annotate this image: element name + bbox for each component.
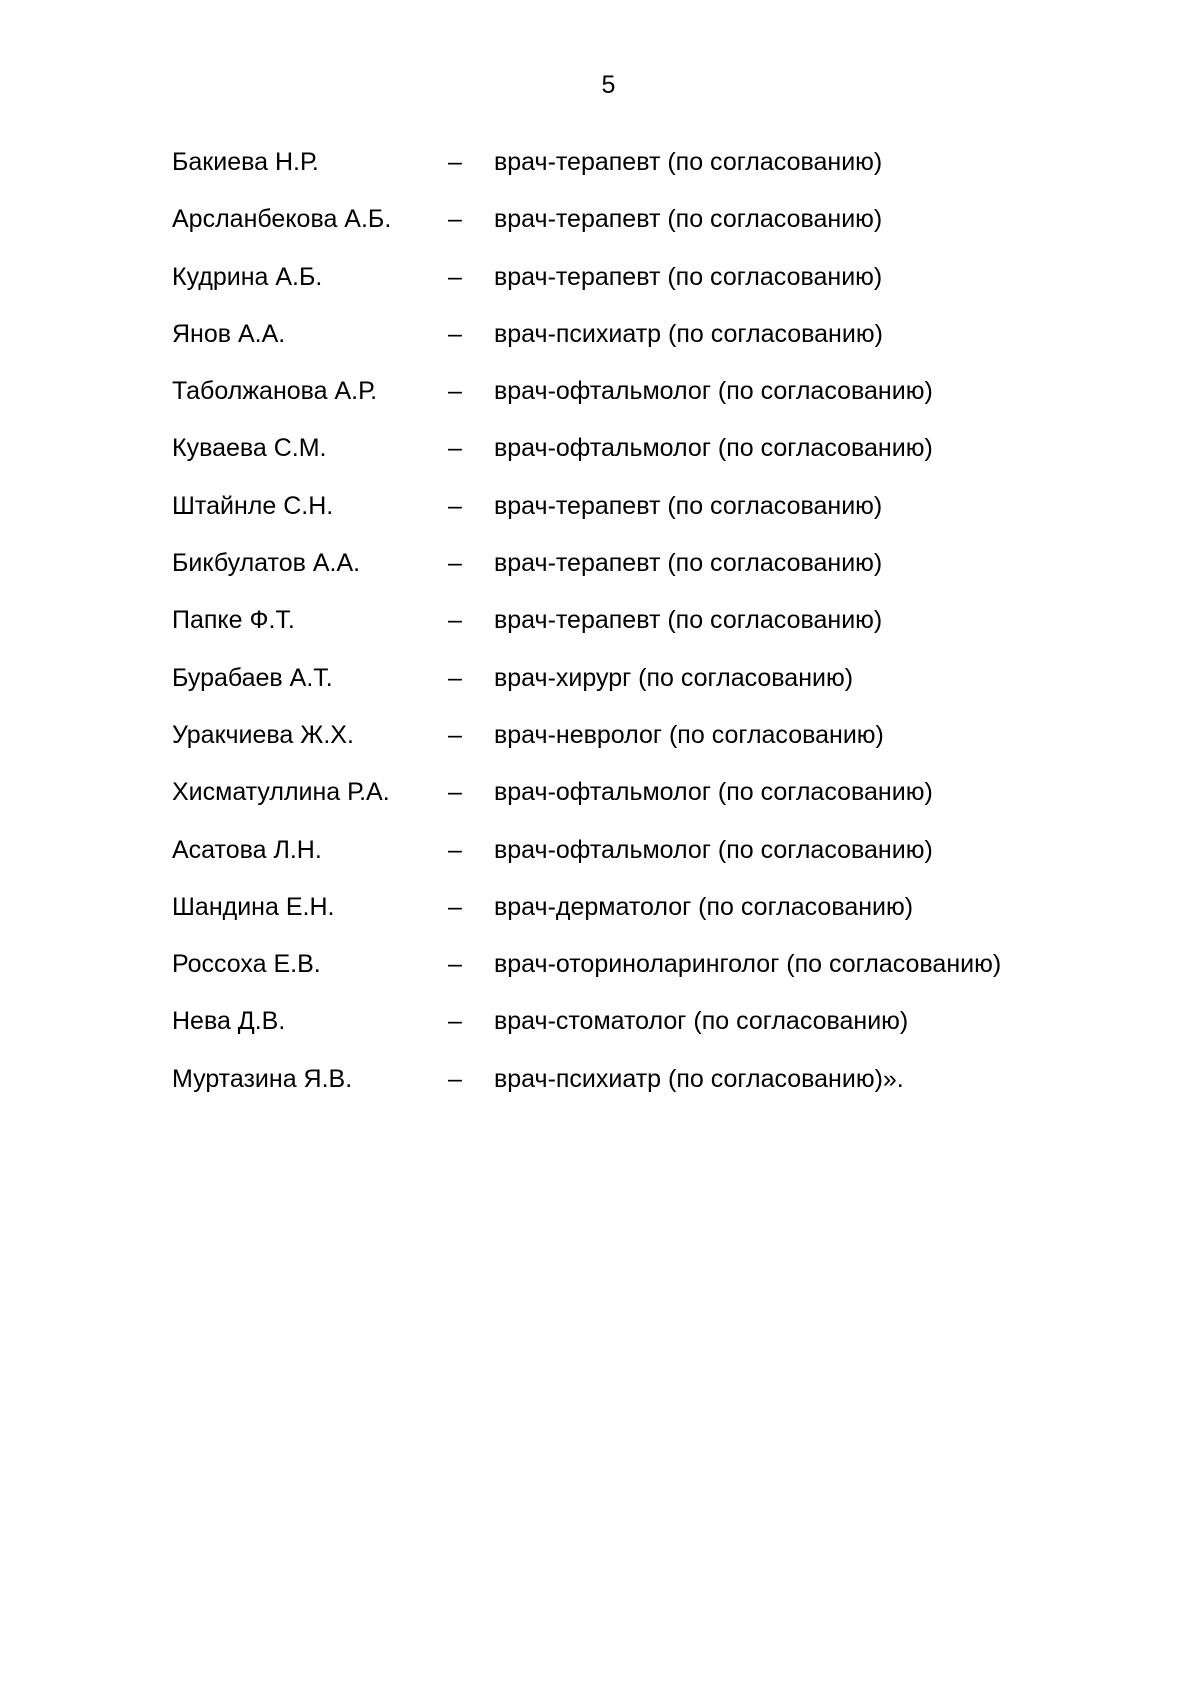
dash-separator: – (448, 377, 462, 406)
list-item (172, 1006, 1132, 1063)
member-role: врач-офтальмолог (по согласованию) (494, 778, 933, 807)
member-name: Уракчиева Ж.Х. (172, 720, 354, 749)
list-item (172, 605, 1132, 662)
member-role: врач-терапевт (по согласованию) (494, 491, 883, 520)
list-item (172, 204, 1132, 261)
list-item (172, 949, 1132, 1006)
dash-separator: – (448, 434, 462, 463)
member-name: Нева Д.В. (172, 1007, 286, 1036)
member-role: врач-терапевт (по согласованию) (494, 549, 883, 578)
list-item (172, 777, 1132, 834)
member-name: Бикбулатов А.А. (172, 549, 361, 578)
dash-separator: – (448, 778, 462, 807)
member-name: Янов А.А. (172, 319, 286, 348)
list-item (172, 720, 1132, 777)
member-role: врач-терапевт (по согласованию) (494, 606, 883, 635)
member-name: Шандина Е.Н. (172, 892, 335, 921)
dash-separator: – (448, 491, 462, 520)
list-item (172, 433, 1132, 490)
dash-separator: – (448, 1064, 462, 1093)
list-item (172, 262, 1132, 319)
dash-separator: – (448, 549, 462, 578)
list-item (172, 491, 1132, 548)
dash-separator: – (448, 720, 462, 749)
member-name: Кудрина А.Б. (172, 262, 323, 291)
list-item (172, 835, 1132, 892)
member-role: врач-офтальмолог (по согласованию) (494, 377, 933, 406)
member-role: врач-хирург (по согласованию) (494, 663, 854, 692)
dash-separator: – (448, 835, 462, 864)
member-role: врач-терапевт (по согласованию) (494, 205, 883, 234)
list-item (172, 376, 1132, 433)
member-name: Муртазина Я.В. (172, 1064, 353, 1093)
list-item (172, 548, 1132, 605)
member-name: Бурабаев А.Т. (172, 663, 333, 692)
member-role: врач-офтальмолог (по согласованию) (494, 434, 933, 463)
member-role: врач-терапевт (по согласованию) (494, 262, 883, 291)
member-name: Штайнле С.Н. (172, 491, 334, 520)
member-role: врач-психиатр (по согласованию) (494, 319, 883, 348)
member-role: врач-стоматолог (по согласованию) (494, 1007, 909, 1036)
member-role: врач-офтальмолог (по согласованию) (494, 835, 933, 864)
member-name: Куваева С.М. (172, 434, 327, 463)
member-role: врач-психиатр (по согласованию)». (494, 1064, 904, 1093)
member-name: Арсланбекова А.Б. (172, 205, 392, 234)
member-name: Папке Ф.Т. (172, 606, 295, 635)
member-name: Хисматуллина Р.А. (172, 778, 390, 807)
member-name: Асатова Л.Н. (172, 835, 322, 864)
dash-separator: – (448, 205, 462, 234)
dash-separator: – (448, 663, 462, 692)
dash-separator: – (448, 319, 462, 348)
dash-separator: – (448, 892, 462, 921)
dash-separator: – (448, 606, 462, 635)
member-name: Россоха Е.В. (172, 950, 321, 979)
dash-separator: – (448, 148, 462, 176)
dash-separator: – (448, 262, 462, 291)
member-name: Бакиева Н.Р. (172, 148, 319, 176)
member-role: врач-дерматолог (по согласованию) (494, 892, 914, 921)
list-item (172, 663, 1132, 720)
list-item (172, 147, 1132, 204)
member-list (172, 147, 1132, 1121)
member-role: врач-оториноларинголог (по согласованию) (494, 950, 1002, 979)
list-item (172, 892, 1132, 949)
dash-separator: – (448, 950, 462, 979)
member-role: врач-невролог (по согласованию) (494, 720, 884, 749)
list-item (172, 1064, 1132, 1121)
dash-separator: – (448, 1007, 462, 1036)
member-name: Таболжанова А.Р. (172, 377, 378, 406)
list-item (172, 319, 1132, 376)
member-role: врач-терапевт (по согласованию) (494, 148, 883, 176)
page-number: 5 (601, 71, 616, 99)
